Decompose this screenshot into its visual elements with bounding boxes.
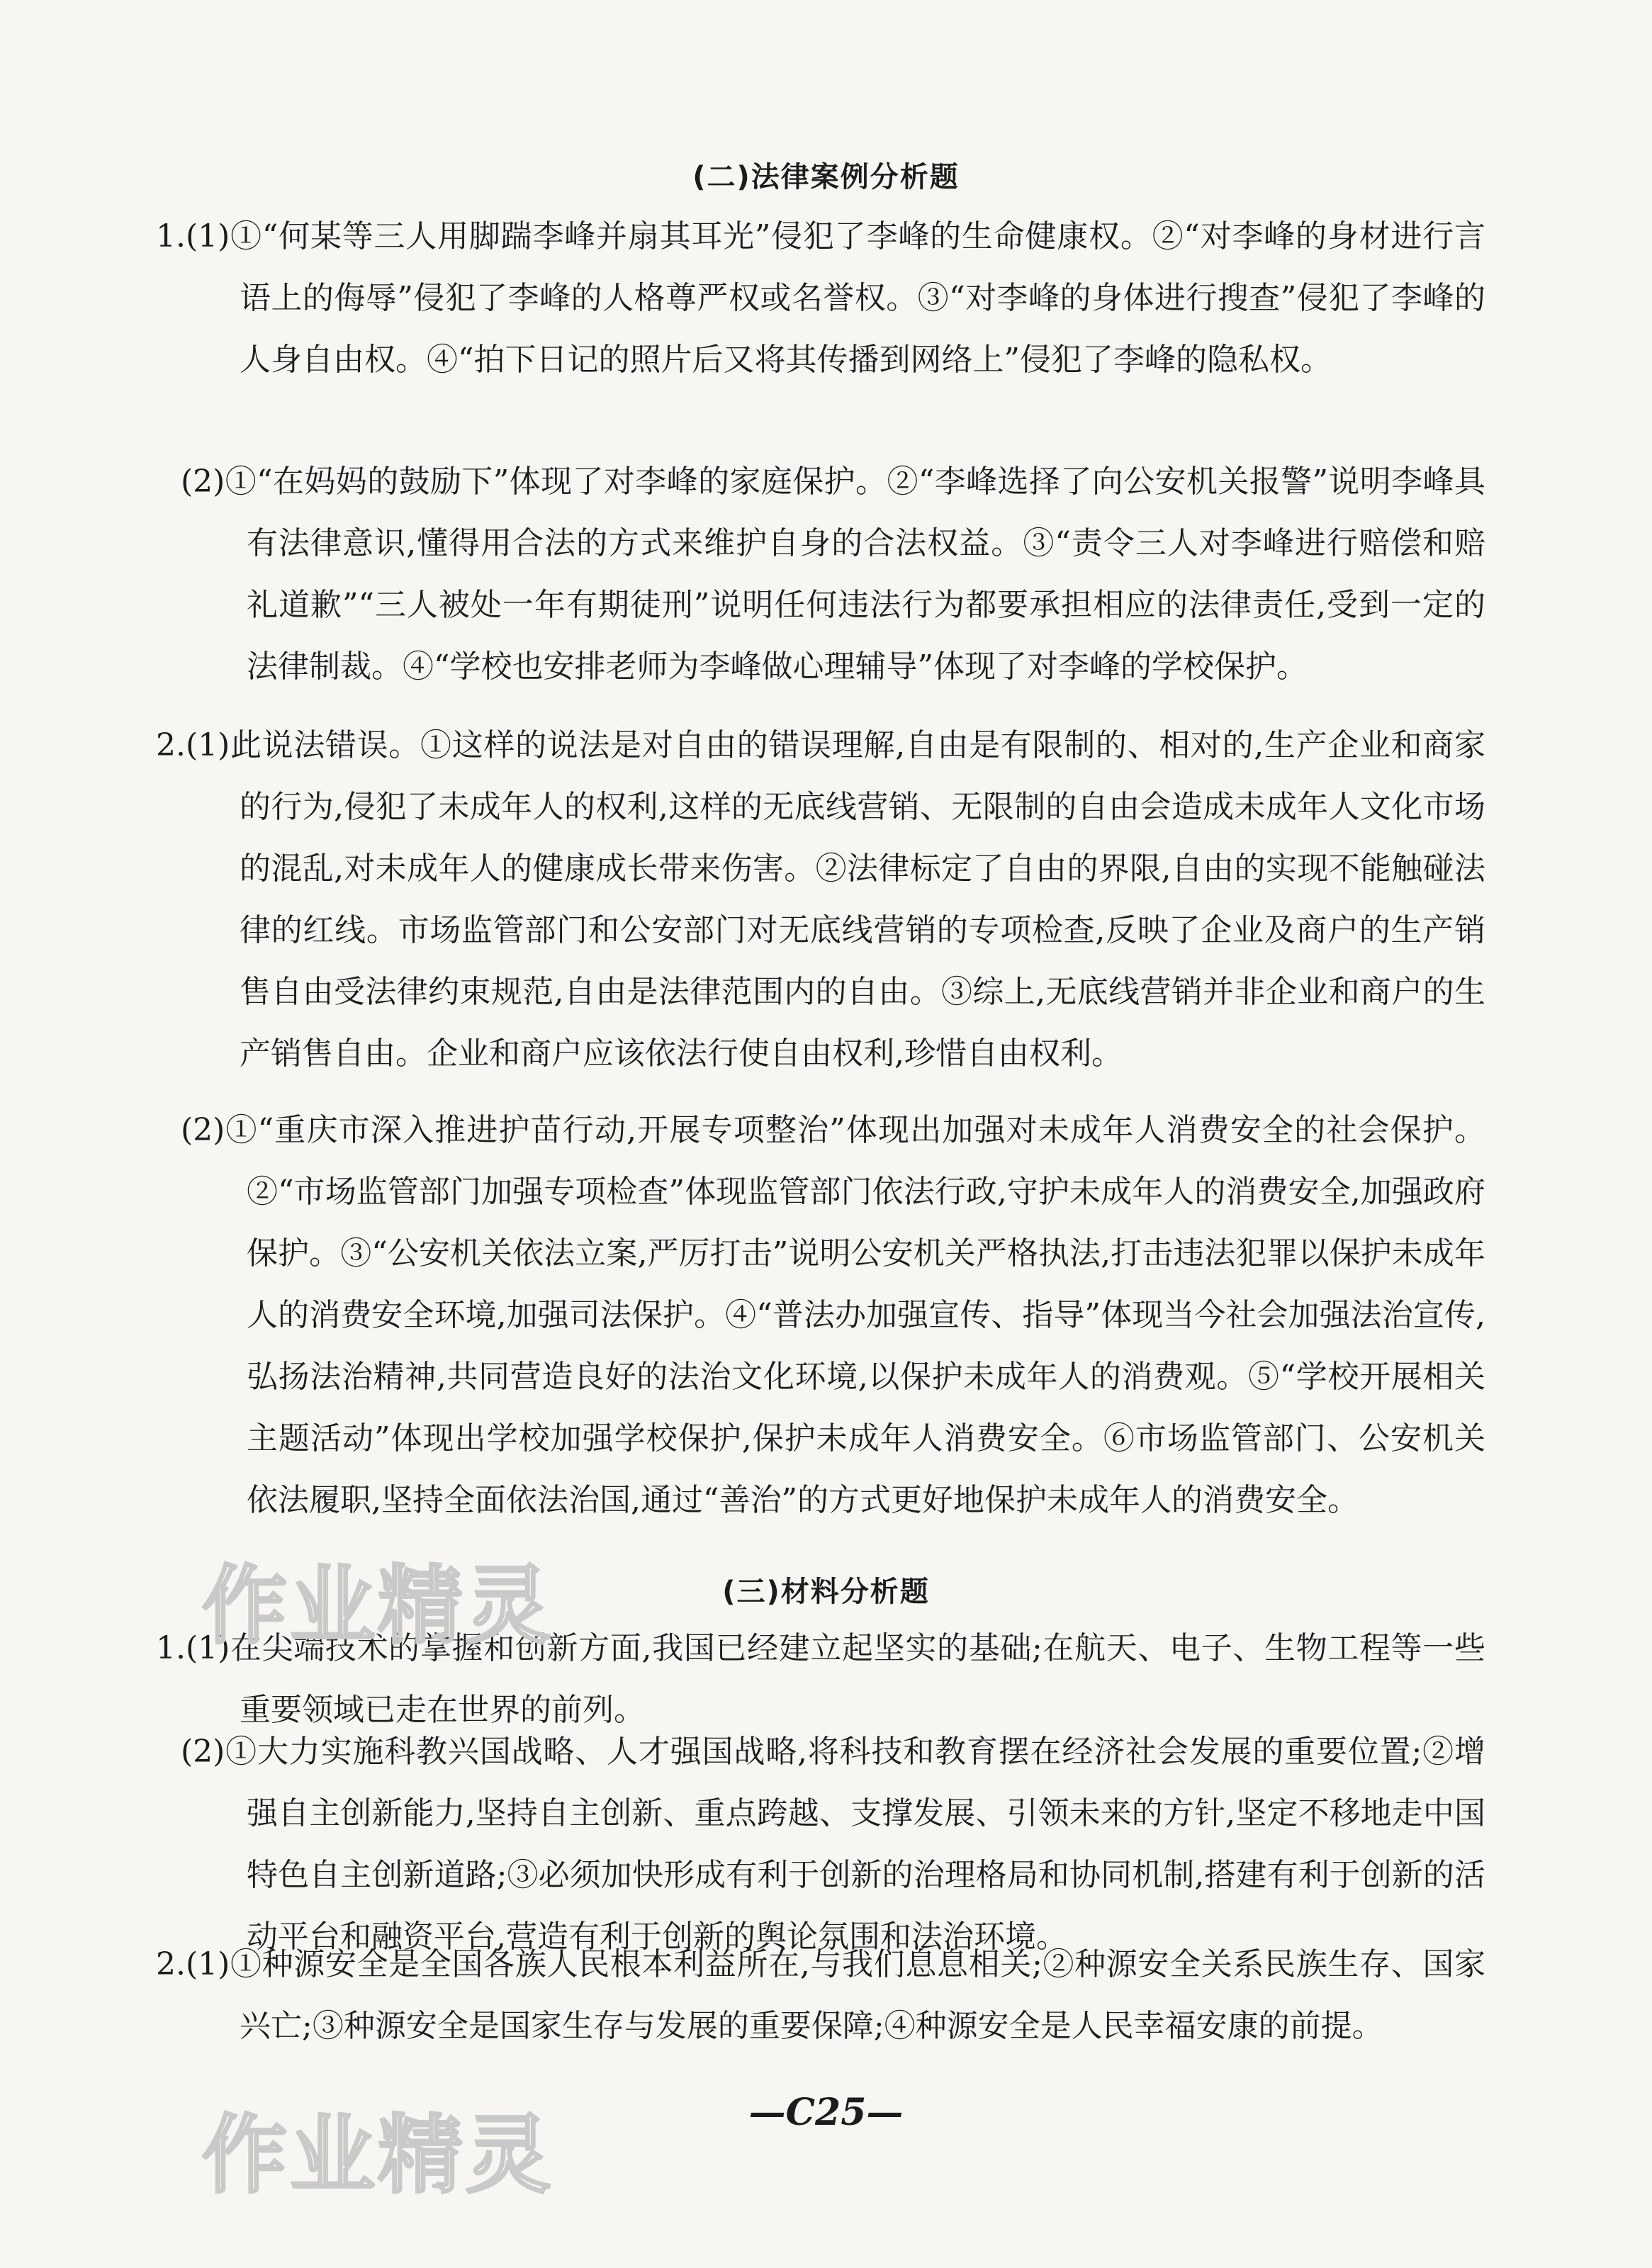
answer-case-1-1: 1.(1)①“何某等三人用脚踹李峰并扇其耳光”侵犯了李峰的生命健康权。②“对李峰的身材进行言语上的侮辱”侵犯了李峰的人格尊严权或名誉权。③“对李峰的身体进行搜查”侵犯了李峰的人身自由权。④“拍下日记的照片后又将其传播到网络上”侵犯了李峰的隐私权。 (156, 218, 1485, 378)
section-heading-case-analysis: (二)法律案例分析题 (692, 161, 960, 193)
answer-case-2-1: 2.(1)此说法错误。①这样的说法是对自由的错误理解,自由是有限制的、相对的,生产企业和商家的行为,侵犯了未成年人的权利,这样的无底线营销、无限制的自由会造成未成年人文化市场的混乱,对未成年人的健康成长带来伤害。②法律标定了自由的界限,自由的实现不能触碰法律的红线。市场监管部门和公安部门对无底线营销的专项检查,反映了企业及商户的生产销售自由受法律约束规范,自由是法律范围内的自由。③综上,无底线营销并非企业和商户的生产销售自由。企业和商户应该依法行使自由权利,珍惜自由权利。 (156, 727, 1485, 1072)
section-heading-material-analysis: (三)材料分析题 (722, 1576, 930, 1608)
answer-material-1-2: (2)①大力实施科教兴国战略、人才强国战略,将科技和教育摆在经济社会发展的重要位置;②增强自主创新能力,坚持自主创新、重点跨越、支撑发展、引领未来的方针,坚定不移地走中国特色自主创新道路;③必须加快形成有利于创新的治理格局和协同机制,搭建有利于创新的活动平台和融资平台,营造有利于创新的舆论氛围和法治环境。 (181, 1734, 1485, 1955)
answer-material-1-1: 1.(1)在尖端技术的掌握和创新方面,我国已经建立起坚实的基础;在航天、电子、生物工程等一些重要领域已走在世界的前列。 (156, 1630, 1485, 1728)
answer-case-2-2: (2)①“重庆市深入推进护苗行动,开展专项整治”体现出加强对未成年人消费安全的社会保护。②“市场监管部门加强专项检查”体现监管部门依法行政,守护未成年人的消费安全,加强政府保护。③“公安机关依法立案,严厉打击”说明公安机关严格执法,打击违法犯罪以保护未成年人的消费安全环境,加强司法保护。④“普法办加强宣传、指导”体现当今社会加强法治宣传,弘扬法治精神,共同营造良好的法治文化环境,以保护未成年人的消费观。⑤“学校开展相关主题活动”体现出学校加强学校保护,保护未成年人消费安全。⑥市场监管部门、公安机关依法履职,坚持全面依法治国,通过“善治”的方式更好地保护未成年人的消费安全。 (181, 1112, 1485, 1518)
answer-case-1-2: (2)①“在妈妈的鼓励下”体现了对李峰的家庭保护。②“李峰选择了向公安机关报警”说明李峰具有法律意识,懂得用合法的方式来维护自身的合法权益。③“责令三人对李峰进行赔偿和赔礼道歉”“三人被处一年有期徒刑”说明任何违法行为都要承担相应的法律责任,受到一定的法律制裁。④“学校也安排老师为李峰做心理辅导”体现了对李峰的学校保护。 (181, 464, 1485, 685)
watermark-logo-bottom: 作业精灵 (202, 2106, 554, 2205)
watermark-logo: 作业精灵 (202, 1557, 554, 1656)
answer-material-2-1: 2.(1)①种源安全是全国各族人民根本利益所在,与我们息息相关;②种源安全关系民族生存、国家兴亡;③种源安全是国家生存与发展的重要保障;④种源安全是人民幸福安康的前提。 (156, 1946, 1485, 2044)
page-number: —C25— (748, 2091, 904, 2134)
